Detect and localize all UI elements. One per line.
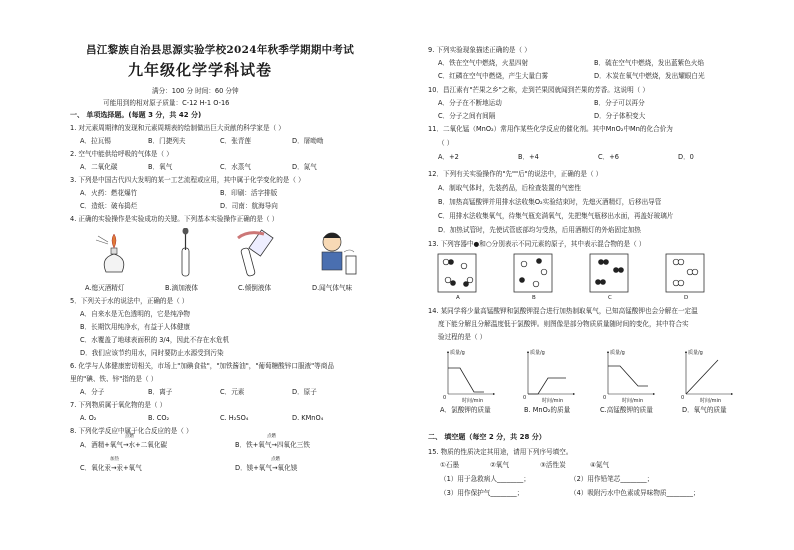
q13-stem: 13. 下列容器中●和○分别表示不同元素的原子，其中表示混合物的是（ ） [428, 240, 646, 248]
q7-option-b: B. CO₂ [148, 414, 170, 422]
q4-option-b: B.滴加液体 [165, 284, 198, 292]
q2-option-d: D．氮气 [292, 163, 317, 171]
q15-option-2: ②氧气 [490, 461, 510, 469]
q14-option-c: C.高锰酸钾的质量 [600, 406, 653, 414]
q8-condition-d: 点燃 [271, 457, 280, 462]
school-title: 昌江黎族自治县思源实验学校2024年秋季学期期中考试 [86, 44, 355, 56]
q5-option-d: D．我们应该节约用水，同时要防止水源受到污染 [80, 349, 224, 357]
dropper-illustration [182, 228, 189, 276]
q8-option-b: B．铁+氧气→四氧化三铁 [235, 441, 310, 449]
graph-b-ylabel: 质量/g [530, 350, 545, 356]
graph-d-origin: 0 [681, 395, 685, 401]
atomic-masses: 可能用到的相对原子质量：C-12 H-1 O-16 [103, 99, 230, 107]
q9-option-d: D．木炭在氧气中燃烧，发出耀眼白光 [594, 72, 705, 80]
q3-option-b: B．印刷：活字排版 [220, 189, 278, 197]
q5-option-c: C．水覆盖了地球表面积的 3/4，因此不存在水危机 [80, 336, 230, 344]
q13-molecule-boxes [426, 252, 726, 304]
alcohol-lamp-illustration [96, 234, 124, 272]
q11-blank: （ ） [438, 139, 454, 147]
q4-illustrations [88, 228, 388, 280]
q15-fill-3: （3）用作保护气________； [440, 489, 524, 497]
q14-graphs [424, 346, 764, 404]
q5-option-a: A．自来水是无色透明的，它是纯净物 [80, 310, 191, 318]
q9-option-a: A．铁在空气中燃烧，火星四射 [438, 59, 529, 67]
box-d [666, 254, 704, 292]
box-c [590, 254, 628, 292]
q9-stem: 9. 下列实验现象描述正确的是（ ） [428, 46, 531, 54]
q9-option-b: B．硫在空气中燃烧，发出蓝紫色火焰 [594, 59, 705, 67]
q6-stem-line1: 6. 化学与人体健康密切相关，市场上"加碘食盐"，"加铁酱油"，"葡萄糖酸锌口服液"等商品 [70, 362, 334, 370]
graph-c-origin: 0 [603, 395, 607, 401]
q8-condition-a: 点燃 [125, 434, 134, 439]
graph-a-ylabel: 质量/g [450, 350, 465, 356]
q13-label-c: C [608, 295, 612, 301]
q14-stem-line2: 度下能分解且分解温度低于氯酸钾。则图像是部分物质质量随时间的变化，其中符合实 [438, 320, 689, 328]
q10-option-c: C．分子之间有间隔 [438, 112, 496, 120]
graph-a-origin: 0 [443, 395, 447, 401]
graph-b-xlabel: 时间/min [542, 398, 564, 404]
q1-option-c: C．张青莲 [220, 137, 251, 145]
q6-stem-line2: 里的"碘、铁、锌"指的是（ ） [70, 375, 158, 383]
q7-option-d: D. KMnO₄ [292, 414, 324, 422]
q3-option-a: A．火药：燃花爆竹 [80, 189, 138, 197]
q4-option-d: D.闻气体气味 [312, 284, 353, 292]
q7-option-a: A. O₂ [80, 414, 97, 422]
q15-fill-1: （1）用于急救病人________； [440, 475, 530, 483]
exam-title: 九年级化学学科试卷 [128, 61, 273, 79]
q8-option-d: D．镁+氧气→氧化镁 [235, 464, 298, 472]
q15-option-3: ③活性炭 [540, 461, 566, 469]
q2-option-a: A．二氧化碳 [80, 163, 118, 171]
q11-option-b: B．+4 [518, 153, 539, 161]
graph-b-origin: 0 [523, 395, 527, 401]
q13-label-d: D [684, 295, 689, 301]
q3-stem: 3. 下列是中国古代四大发明的某一工艺流程或应用，其中属于化学变化的是（ ） [70, 176, 305, 184]
q1-option-a: A．拉瓦锡 [80, 137, 111, 145]
q10-stem: 10．昌江素有"芒果之乡"之称，走到芒果园就闻到芒果的芳香。这说明（ ） [428, 86, 649, 94]
q3-option-c: C．造纸：破布捣烂 [80, 202, 138, 210]
graph-c-ylabel: 质量/g [610, 350, 625, 356]
graph-a [443, 349, 494, 404]
q5-stem: 5．下列关于水的说法中，正确的是（ ） [70, 297, 189, 305]
q14-stem-line1: 14. 某同学将少量高锰酸钾和氯酸钾混合进行加热制取氧气，已知高锰酸钾也会分解在一定温 [428, 307, 698, 315]
section1-title: 一、 单项选择题。(每题 3 分，共 42 分) [70, 111, 202, 119]
q6-option-b: B．离子 [148, 388, 173, 396]
q1-option-b: B．门捷列夫 [148, 137, 186, 145]
q11-option-a: A．+2 [438, 153, 459, 161]
q10-option-a: A．分子在不断地运动 [438, 99, 502, 107]
q1-option-d: D．屠呦呦 [292, 137, 324, 145]
q6-option-d: D．原子 [292, 388, 317, 396]
q15-fill-4: （4）吸附污水中色素或异味物质________； [570, 489, 700, 497]
q2-option-c: C．水蒸气 [220, 163, 251, 171]
q5-option-b: B．长期饮用纯净水，有益于人体健康 [80, 323, 191, 331]
right-column [414, 0, 794, 550]
q11-stem: 11．二氧化锰（MnO₂）常用作某些化学反应的催化剂。其中MnO₂中Mn的化合价为 [428, 125, 673, 133]
q14-option-b: B. MnO₂的质量 [524, 406, 571, 414]
q4-option-a: A.熄灭酒精灯 [85, 284, 125, 292]
graph-a-xlabel: 时间/min [462, 398, 484, 404]
graph-d-ylabel: 质量/g [688, 350, 703, 356]
q1-stem: 1. 对元素周期律的发现和元素周期表的绘制做出巨大贡献的科学家是（ ） [70, 124, 285, 132]
q2-stem: 2. 空气中能供给呼吸的气体是（ ） [70, 150, 173, 158]
q6-option-a: A．分子 [80, 388, 105, 396]
q10-option-d: D．分子体积变大 [594, 112, 646, 120]
score-time: 满分：100 分 时间：60 分钟 [152, 87, 239, 95]
q12-option-a: A．制取气体时，先装药品，后检查装置的气密性 [438, 184, 581, 192]
q15-stem: 15. 物质的性质决定其用途，请用下列序号填空。 [428, 448, 573, 456]
q7-option-c: C. H₂SO₄ [220, 414, 249, 422]
pouring-illustration [238, 230, 273, 277]
smelling-illustration [322, 233, 356, 274]
q8-condition-c: 加热 [110, 457, 119, 462]
q8-option-c: C．氧化汞→汞+氧气 [80, 464, 142, 472]
q9-option-c: C．红磷在空气中燃烧，产生大量白雾 [438, 72, 549, 80]
q13-label-a: A [456, 295, 460, 301]
graph-d [681, 349, 732, 404]
q3-option-d: D．司南：航海导向 [220, 202, 278, 210]
q8-stem: 8. 下列化学反应中属于化合反应的是（ ） [70, 427, 193, 435]
box-b [514, 254, 552, 292]
graph-b [523, 349, 574, 404]
q11-option-c: C．+6 [598, 153, 619, 161]
q8-condition-b: 点燃 [267, 434, 276, 439]
q4-stem: 4. 正确的实验操作是实验成功的关键。下列基本实验操作正确的是（ ） [70, 215, 279, 223]
q2-option-b: B．氧气 [148, 163, 173, 171]
q7-stem: 7. 下列物质属于氧化物的是（ ） [70, 401, 167, 409]
graph-c [603, 349, 654, 404]
q12-stem: 12．下列有关实验操作的"先""后"的说法中，正确的是（ ） [428, 170, 603, 178]
section2-title: 二、 填空题（每空 2 分，共 28 分） [428, 433, 546, 441]
q12-option-b: B．加热高锰酸钾并用排水法收集O₂实验结束时，先熄灭酒精灯，后移出导管 [438, 198, 662, 206]
q13-label-b: B [532, 295, 536, 301]
q14-option-d: D．氧气的质量 [682, 406, 727, 414]
q6-option-c: C．元素 [220, 388, 245, 396]
q12-option-d: D．加热试管时，先使试管底部均匀受热，后用酒精灯的外焰固定加热 [438, 226, 641, 234]
q4-option-c: C.倾倒液体 [238, 284, 272, 292]
q15-fill-2: （2）用作铅笔芯________； [570, 475, 654, 483]
q14-option-a: A．氯酸钾的质量 [440, 406, 491, 414]
q15-option-1: ①石墨 [440, 461, 460, 469]
graph-c-xlabel: 时间/min [622, 398, 644, 404]
graph-d-xlabel: 时间/min [700, 398, 722, 404]
box-a [438, 254, 476, 292]
q10-option-b: B．分子可以再分 [594, 99, 645, 107]
q14-stem-line3: 验过程的是（ ） [438, 333, 487, 341]
q8-option-a: A．酒精+氧气→水+二氧化碳 [80, 441, 168, 449]
q11-option-d: D．0 [678, 153, 694, 161]
q12-option-c: C．用排水法收集氧气，待集气瓶充满氧气，先把集气瓶移出水面，再盖好玻璃片 [438, 212, 674, 220]
q15-option-4: ④氮气 [590, 461, 610, 469]
